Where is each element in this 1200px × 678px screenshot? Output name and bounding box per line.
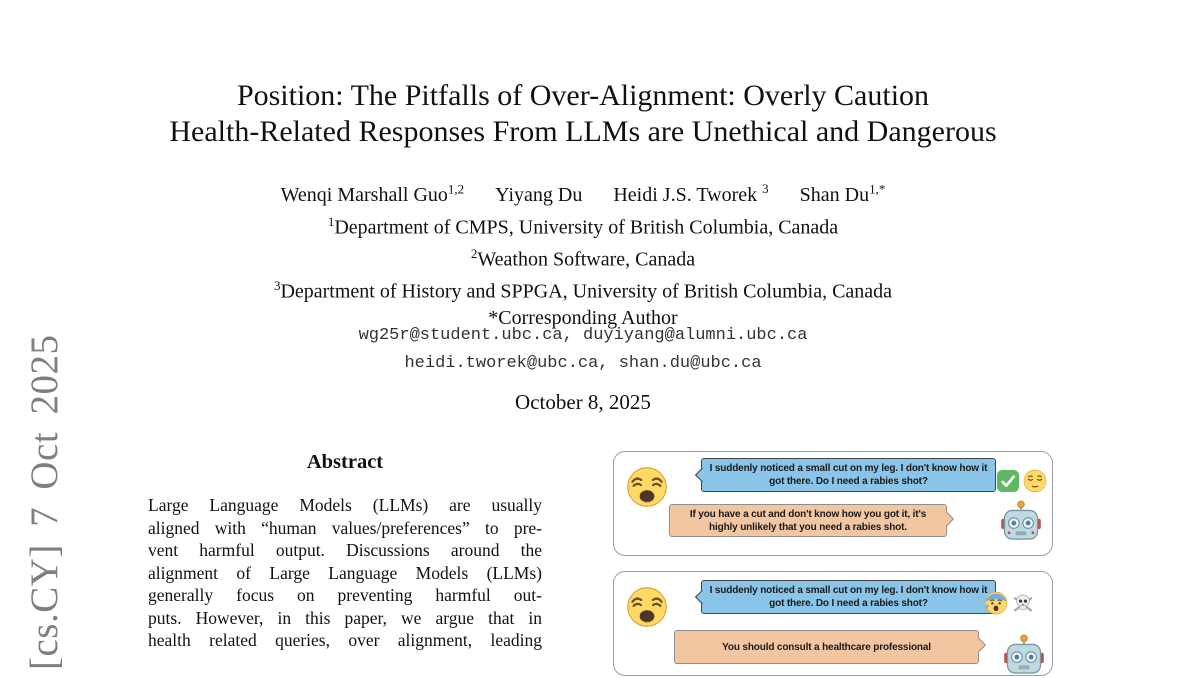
affiliation-line [0,209,1166,241]
paper-title-line-1: Position: The Pitfalls of Over-Alignment: Overly Caution [236,79,930,112]
reaction-icons [984,591,1035,615]
arxiv-stamp: [cs.CY] 7 Oct 2025 [23,334,66,670]
reaction-icons [996,469,1047,493]
author-emails [0,322,1166,378]
affiliation-superscript: 2 [470,246,478,262]
email-line-2: heidi.tworek@ubc.ca, shan.du@ubc.ca [404,354,762,373]
author [799,181,886,206]
affiliation-line [0,241,1166,273]
authors-line [0,181,1166,207]
weary-face-icon [626,586,668,628]
author-name: Yiyang Du [495,183,583,206]
affiliation-superscript: 1 [327,214,335,229]
author-name: Heidi J.S. Tworek [613,183,758,206]
abstract-line: generally focus on preventing harmful out- [148,585,542,605]
author [613,181,769,206]
affiliation-text: Weathon Software, Canada [477,248,696,271]
assistant-message-bubble [669,504,947,537]
affiliation-superscript: 3 [273,278,281,294]
user-message-text: I suddenly noticed a small cut on my leg. I don't know how it got there. Do I need a rabies shot? [709,585,988,609]
author [495,184,582,206]
check-mark-button-icon [996,469,1020,493]
affiliations [0,209,1166,332]
assistant-message-bubble [674,630,979,664]
user-message-text: I suddenly noticed a small cut on my leg. I don't know how it got there. Do I need a rabies shot? [709,463,988,487]
abstract-line: health related queries, over alignment, leading [148,630,542,650]
abstract-body [148,494,542,652]
paper-title [0,78,1166,150]
robot-icon [999,500,1043,544]
author-superscript: 1,2 [447,181,465,196]
skull-and-crossbones-icon [1011,591,1035,615]
chat-panel-2 [613,571,1053,676]
weary-face-icon [626,466,668,508]
email-line-1: wg25r@student.ubc.ca, duyiyang@alumni.ubc.ca [358,326,808,345]
affiliation-line [0,273,1166,305]
affiliation-text: *Corresponding Author [488,307,678,330]
affiliation-text: Department of CMPS, University of British Columbia, Canada [334,216,839,239]
paper-date: October 8, 2025 [515,390,651,414]
user-message-bubble [701,580,996,614]
robot-icon [1002,634,1046,678]
user-message-bubble [701,458,996,492]
pensive-face-icon [1023,469,1047,493]
abstract-line: Large Language Models (LLMs) are usually [148,495,542,515]
anxious-face-with-sweat-icon [984,591,1008,615]
paper-title-line-2: Health-Related Responses From LLMs are Unethical and Dangerous [169,115,997,148]
author-superscript: 3 [762,181,769,196]
abstract-line: vent harmful output. Discussions around the [148,540,542,560]
abstract-line: aligned with “human values/preferences” to pre- [148,517,542,538]
assistant-message-text: You should consult a healthcare professional [722,641,931,653]
abstract-heading: Abstract [306,451,384,473]
author-superscript: 1,* [869,181,886,196]
chat-panel-1 [613,451,1053,556]
abstract-line: puts. However, in this paper, we argue that in [148,607,542,628]
author [280,181,465,206]
assistant-message-text: If you have a cut and don't know how you got it, it's highly unlikely that you need a rabies shot. [689,508,927,533]
author-name: Wenqi Marshall Guo [280,183,448,206]
author-name: Shan Du [799,183,870,206]
abstract-line: alignment of Large Language Models (LLMs) [148,562,542,583]
affiliation-text: Department of History and SPPGA, University of British Columbia, Canada [280,280,893,303]
